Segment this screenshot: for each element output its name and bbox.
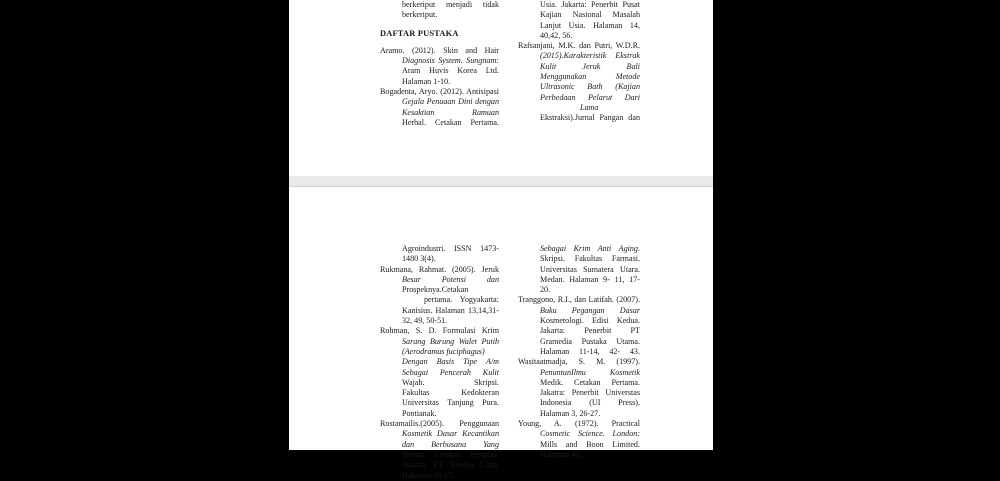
text-line: Medan. Halaman 9- 11, 17- [540,274,640,284]
text-line: Sebagai Krim Anti Aging. [540,244,640,253]
text-line: Young, A. (1972). Practical [518,419,640,429]
text-line: Sarang Burung Walet Putih [402,336,499,346]
text-line: Rukmana, Rahmat. (2005). Jeruk [380,264,499,274]
text-line: Lanjut Usia. Halaman 14, [540,20,640,30]
text-line: Pontianak. [402,408,437,418]
text-line: Herbal. Cetakan Pertama. [402,117,499,127]
text-line: Kosmetologi. Edisi Kedua. [540,316,640,326]
reference-continuation [518,0,640,41]
text-line: (Aerodramus fuciphagus) [402,346,485,356]
text-line: 1480 3(4). [402,254,436,264]
text-line: Indonesia (UI Press). [540,398,640,408]
text-line: Mills and Boon Limited. [540,439,640,449]
text-line: Jakarta: Penerbit PT [540,326,640,336]
text-line: Jakarta: PT. Rineka Cipta. [402,460,499,470]
text-line: Menggunakan Metode [540,72,640,82]
text-line: Halaman 11-14, 42- 43. [540,346,640,356]
text-line: Medik. Cetakan Pertama. [540,377,640,387]
text-line: Rafsanjani, M.K. dan Putri, W.D.R. [518,41,640,51]
document-page-2 [289,187,713,480]
text-line: Kajian Nasional Masalah [540,10,640,20]
text-line: Aramo. (2012). Skin and Hair [380,45,499,55]
text-line: Aram Huvis Korea Ltd. [402,66,499,76]
reference-entry [518,295,640,357]
text-line: Besar Potensi dan [402,274,499,284]
text-line: Universitas Tanjung Pura. [402,398,499,408]
text-line: Kosmetik Dasar Kecantikan [402,429,499,439]
text-line: PenuntunIlmu Kosmetik [540,367,640,377]
text-line: Buku Pegangan Dasar [540,305,640,315]
text-line: Prospeknya.Cetakan [402,285,469,295]
text-line: Sesuai. Cetakan Pertama. [402,449,499,459]
text-line: Agroindustri. ISSN 1473- [402,244,499,253]
page2-right-column [518,244,640,460]
page2-left-column [380,244,499,481]
text-line: Wajah. Skripsi. [402,377,499,387]
reference-continuation [518,244,640,295]
text-line: Universitas Sumatera Utara. [540,264,640,274]
text-line: 40,42, 56. [540,30,573,40]
text-line: Diagnosis System. Sungnam: [402,56,499,66]
text-line: Ekstraksi).Jurnal Pangan dan [540,113,640,123]
document-page-1 [289,0,713,176]
text-line: Halaman 3, 26-27. [540,408,601,418]
section-heading: DAFTAR PUSTAKA [380,28,459,38]
text-line: pertama. Yogyakarta: [424,295,499,305]
paragraph-continuation [380,0,499,21]
text-line: berkeriput. [402,10,438,20]
text-line: Kesaktian Ramuan [402,107,499,117]
text-line: Perbedaan Pelarut Dari [540,92,640,102]
text-line: Tranggono, R.I., dan Latifah. (2007). [518,295,640,305]
text-line: Bogadenta, Aryo. (2012). Antisipasi [380,87,499,97]
reference-entry [518,41,640,123]
text-line: Halaman 40. [540,449,582,459]
reference-entry [518,419,640,460]
text-line: Jakatra: Penerbit Universtas [540,388,640,398]
text-line: Rostamailis.(2005). Penggunaan [380,419,499,429]
page1-left-column [380,0,499,128]
text-line: Ultrasonic Bath (Kajian [540,82,640,92]
reference-entry [380,87,499,128]
text-line: dan Berbusana Yang [402,439,499,449]
text-line: berkeriput menjadi tidak [402,0,499,9]
reference-entry [380,326,499,419]
text-line: Lama [580,102,599,112]
text-line: Gejala Penuaan Dini dengan [402,97,499,107]
page1-right-column [518,0,640,124]
text-line: Wasitaatmadja, S. M. (1997). [518,357,640,367]
text-line: Rohman, S. D. Formulasi Krim [380,326,499,336]
text-line: Kanisius. Halaman 13,14,31- [402,305,499,315]
text-line: Kulit Jeruk Bali [540,61,640,71]
text-line: 32, 49, 50-51. [402,316,448,326]
text-line: Halaman 16-17. [402,470,455,480]
text-line: Skripsi. Fakultas Farmasi. [540,254,640,264]
reference-entry [380,265,499,327]
reference-entry [380,46,499,87]
text-line: Sebagai Pencerah Kulit [402,367,499,377]
text-line: Halaman 1-10. [402,76,451,86]
reference-entry [518,357,640,419]
text-line: (2015).Karakteristik Ekstrak [540,51,640,61]
text-line: Cosmetic Science. London: [540,429,640,439]
text-line: Dengan Basis Tipe A/m [402,357,499,367]
page-gap [289,176,713,187]
text-line: Fakultas Kedokteran [402,388,499,398]
text-line: 20. [540,285,551,295]
text-line: Gramedia Pustaka Utama. [540,336,640,346]
reference-continuation [380,244,499,265]
text-line: Usia. Jakarta: Penerbit Pusat [540,0,640,9]
